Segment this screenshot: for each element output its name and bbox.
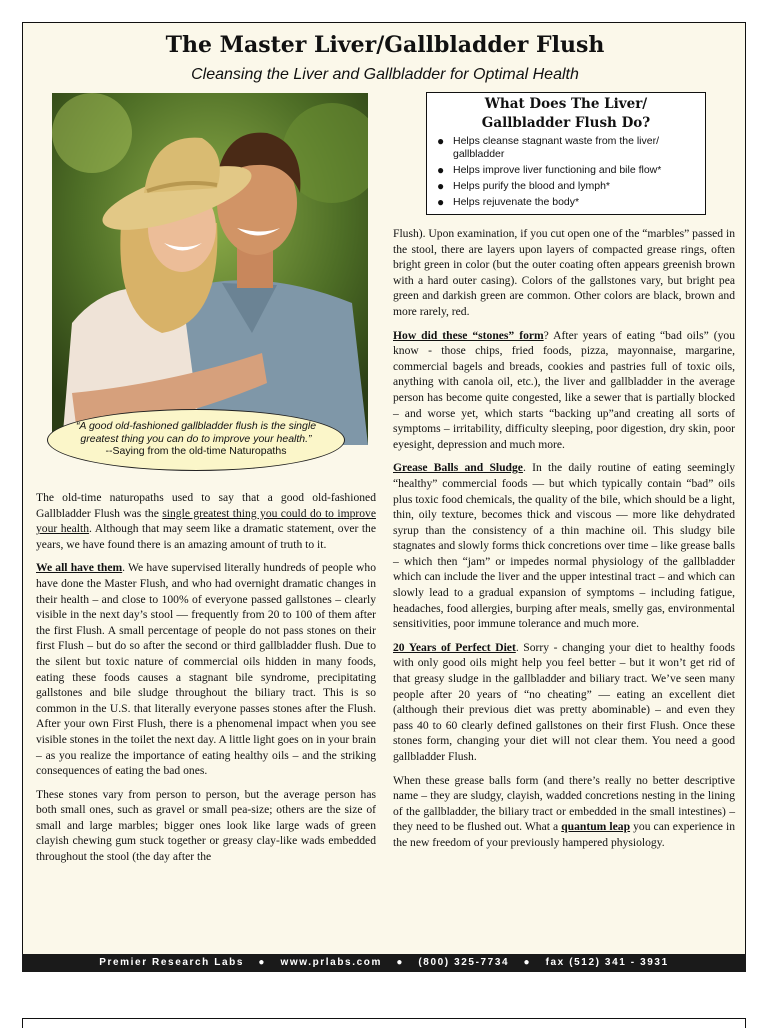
benefits-title — [427, 93, 705, 133]
list-item: ● Helps rejuvenate the body* — [437, 195, 580, 209]
caption-attribution: --Saying from the old-time Naturopaths — [105, 445, 287, 457]
left-column — [36, 490, 376, 873]
list-item: ● Helps improve liver functioning and bile flow* — [437, 163, 662, 177]
intro-emphasis: single greatest thing you could do to improve your health — [36, 506, 376, 536]
footer-bar — [22, 954, 746, 972]
bullet-icon: ● — [396, 957, 404, 968]
intro-paragraph: The old-time naturopaths used to say that a good old-fashioned Gallbladder Flush was the single greatest thing you could do to improve your health. Although that may seem like a dramatic statement, over the years, we have found there is an amazing amount of truth to it. — [36, 491, 377, 551]
couple-photo — [52, 93, 368, 445]
benefits-box — [426, 92, 706, 215]
flyer-sheet — [22, 22, 746, 972]
bullet-icon: ● — [437, 179, 445, 193]
bullet-icon: ● — [437, 134, 445, 148]
bullet-icon: ● — [437, 163, 445, 177]
footer-phone: (800) 325-7734 — [418, 957, 510, 968]
footer-fax: fax (512) 341 - 3931 — [545, 957, 669, 968]
stones-form-paragraph: How did these “stones” form? After years of eating “bad oils” (you know - those chips, fried foods, pizza, mayonnaise, margarine, commercial bagels and breads, cookies and pastries full of toxic oils, anything with canola oil, etc.), the liver and gallbladder in the average person has become quite congested, like a sewer that is partially blocked – and worse yet, which starts “backing up”and creating all sorts of symptoms – irritability, difficulty sleeping, poor digestion, dry skin, poor eyesight, depression and much more. — [393, 328, 735, 451]
caption-quote: “A good old-fashioned gallbladder flush is the single greatest thing you can do to improve your health.” — [75, 420, 317, 445]
list-item: ● Helps cleanse stagnant waste from the liver/ gallbladder — [437, 134, 660, 160]
page-title: The Master Liver/Gallbladder Flush — [165, 32, 605, 58]
section-heading: Grease Balls and Sludge — [393, 461, 523, 475]
bullet-icon: ● — [437, 195, 445, 209]
bullet-icon: ● — [523, 957, 532, 968]
section-heading: 20 Years of Perfect Diet — [393, 640, 516, 654]
next-page-border — [22, 1018, 746, 1028]
benefits-title-line1: What Does The Liver/ — [484, 96, 648, 112]
bullet-icon: ● — [258, 957, 267, 968]
list-item: ● Helps purify the blood and lymph* — [437, 179, 611, 193]
section-heading: We all have them — [36, 561, 123, 575]
flush-paragraph: Flush). Upon examination, if you cut open one of the “marbles” passed in the stool, there are layers upon layers of compacted grease rings, often bright green in color (but the outer coating often appears greenish brown with a hard outer casing). Colors of the gallstones vary, but bright pea green and darkish green are common. Other colors are black, brown and more rarely, red. — [393, 227, 735, 318]
footer-website: www.prlabs.com — [280, 957, 382, 968]
quantum-leap-emphasis: quantum leap — [561, 820, 631, 834]
photo-caption — [47, 409, 345, 471]
we-all-have-them-paragraph: We all have them. We have supervised literally hundreds of people who have done the Master Flush, and who had overnight dramatic changes in their health – and close to 100% of everyone passed gallstones – clearly visible in the next day’s stool — frequently from 20 to 100 of them after the first Flush. A small percentage of people do not pass stones on their first Flush – but do so after the second or third gallbladder flush. Due to the silent but toxic nature of commercial oils hidden in many foods, eating these foods causes a stagnant bile syndrome, precipitating gallstones and bile sludge throughout the biliary tract. This is so common in the U.S. that literally everyone passes stones after the Flush. After your own First Flush, there is a phenomenal impact when you see visible stones in the toilet the next day. A little light goes on in your brain – as you realize the importance of eating healthy oils – and the striking consequences of eating the bad ones. — [36, 561, 376, 778]
section-heading: How did these “stones” form — [393, 328, 544, 342]
perfect-diet-paragraph: 20 Years of Perfect Diet. Sorry - changing your diet to healthy foods with only good oils might help you feel better – but it won’t get rid of that greasy sludge in the gallbladder and biliary tract. We’ve seen many people after 20 years of “no cheating” — eating an excellent diet (although their previous diet was pretty abominable) – and even they pass 40 to 60 clearly defined gallstones on their first Flush. Once these stones form, changing your diet will not clear them. You need a good gallbladder Flush. — [393, 640, 735, 763]
stones-paragraph: These stones vary from person to person, but the average person has both small ones, such as gravel or small pea-size; others are the size of small and large marbles; bigger ones look like large wads of green clayish chewing gum stuck together or greasy clay-like wads embedded throughout the stool (the day after the — [36, 787, 376, 864]
benefits-title-line2: Gallbladder Flush Do? — [481, 115, 651, 131]
benefits-list — [427, 135, 705, 209]
quantum-leap-paragraph: When these grease balls form (and there’s really no better descriptive name – they are sludgy, clayish, wadded concretions nesting in the lining of the gallbladder, the biliary tract or embedded in the small intestines) – they need to be flushed out. What a quantum leap you can experience in the new freedom of your previously hampered physiology. — [393, 773, 735, 849]
footer-company: Premier Research Labs — [99, 957, 245, 968]
right-column — [393, 226, 735, 859]
page-subtitle: Cleansing the Liver and Gallbladder for Optimal Health — [191, 66, 579, 83]
grease-balls-paragraph: Grease Balls and Sludge. In the daily routine of eating seemingly “healthy” commercial foods — but which typically contain “bad” oils plus toxic food chemicals, the quality of the bile, which should be a light, thin, oily texture, becomes thick and viscous — more like dehydrated syrup than the consistency of a thin machine oil. This sludgy bile stagnates and slowly forms thick concretions over time – like grease balls – which then “jam” or impedes normal physiology of the gallbladder which can include the liver and the upper intestinal tract – and which can slowly lead to a gradual expansion of symptoms – including fatigue, headaches, food allergies, burping after meals, smelly gas, environmental sensitivities, poor immune tolerance and much more. — [393, 461, 735, 631]
